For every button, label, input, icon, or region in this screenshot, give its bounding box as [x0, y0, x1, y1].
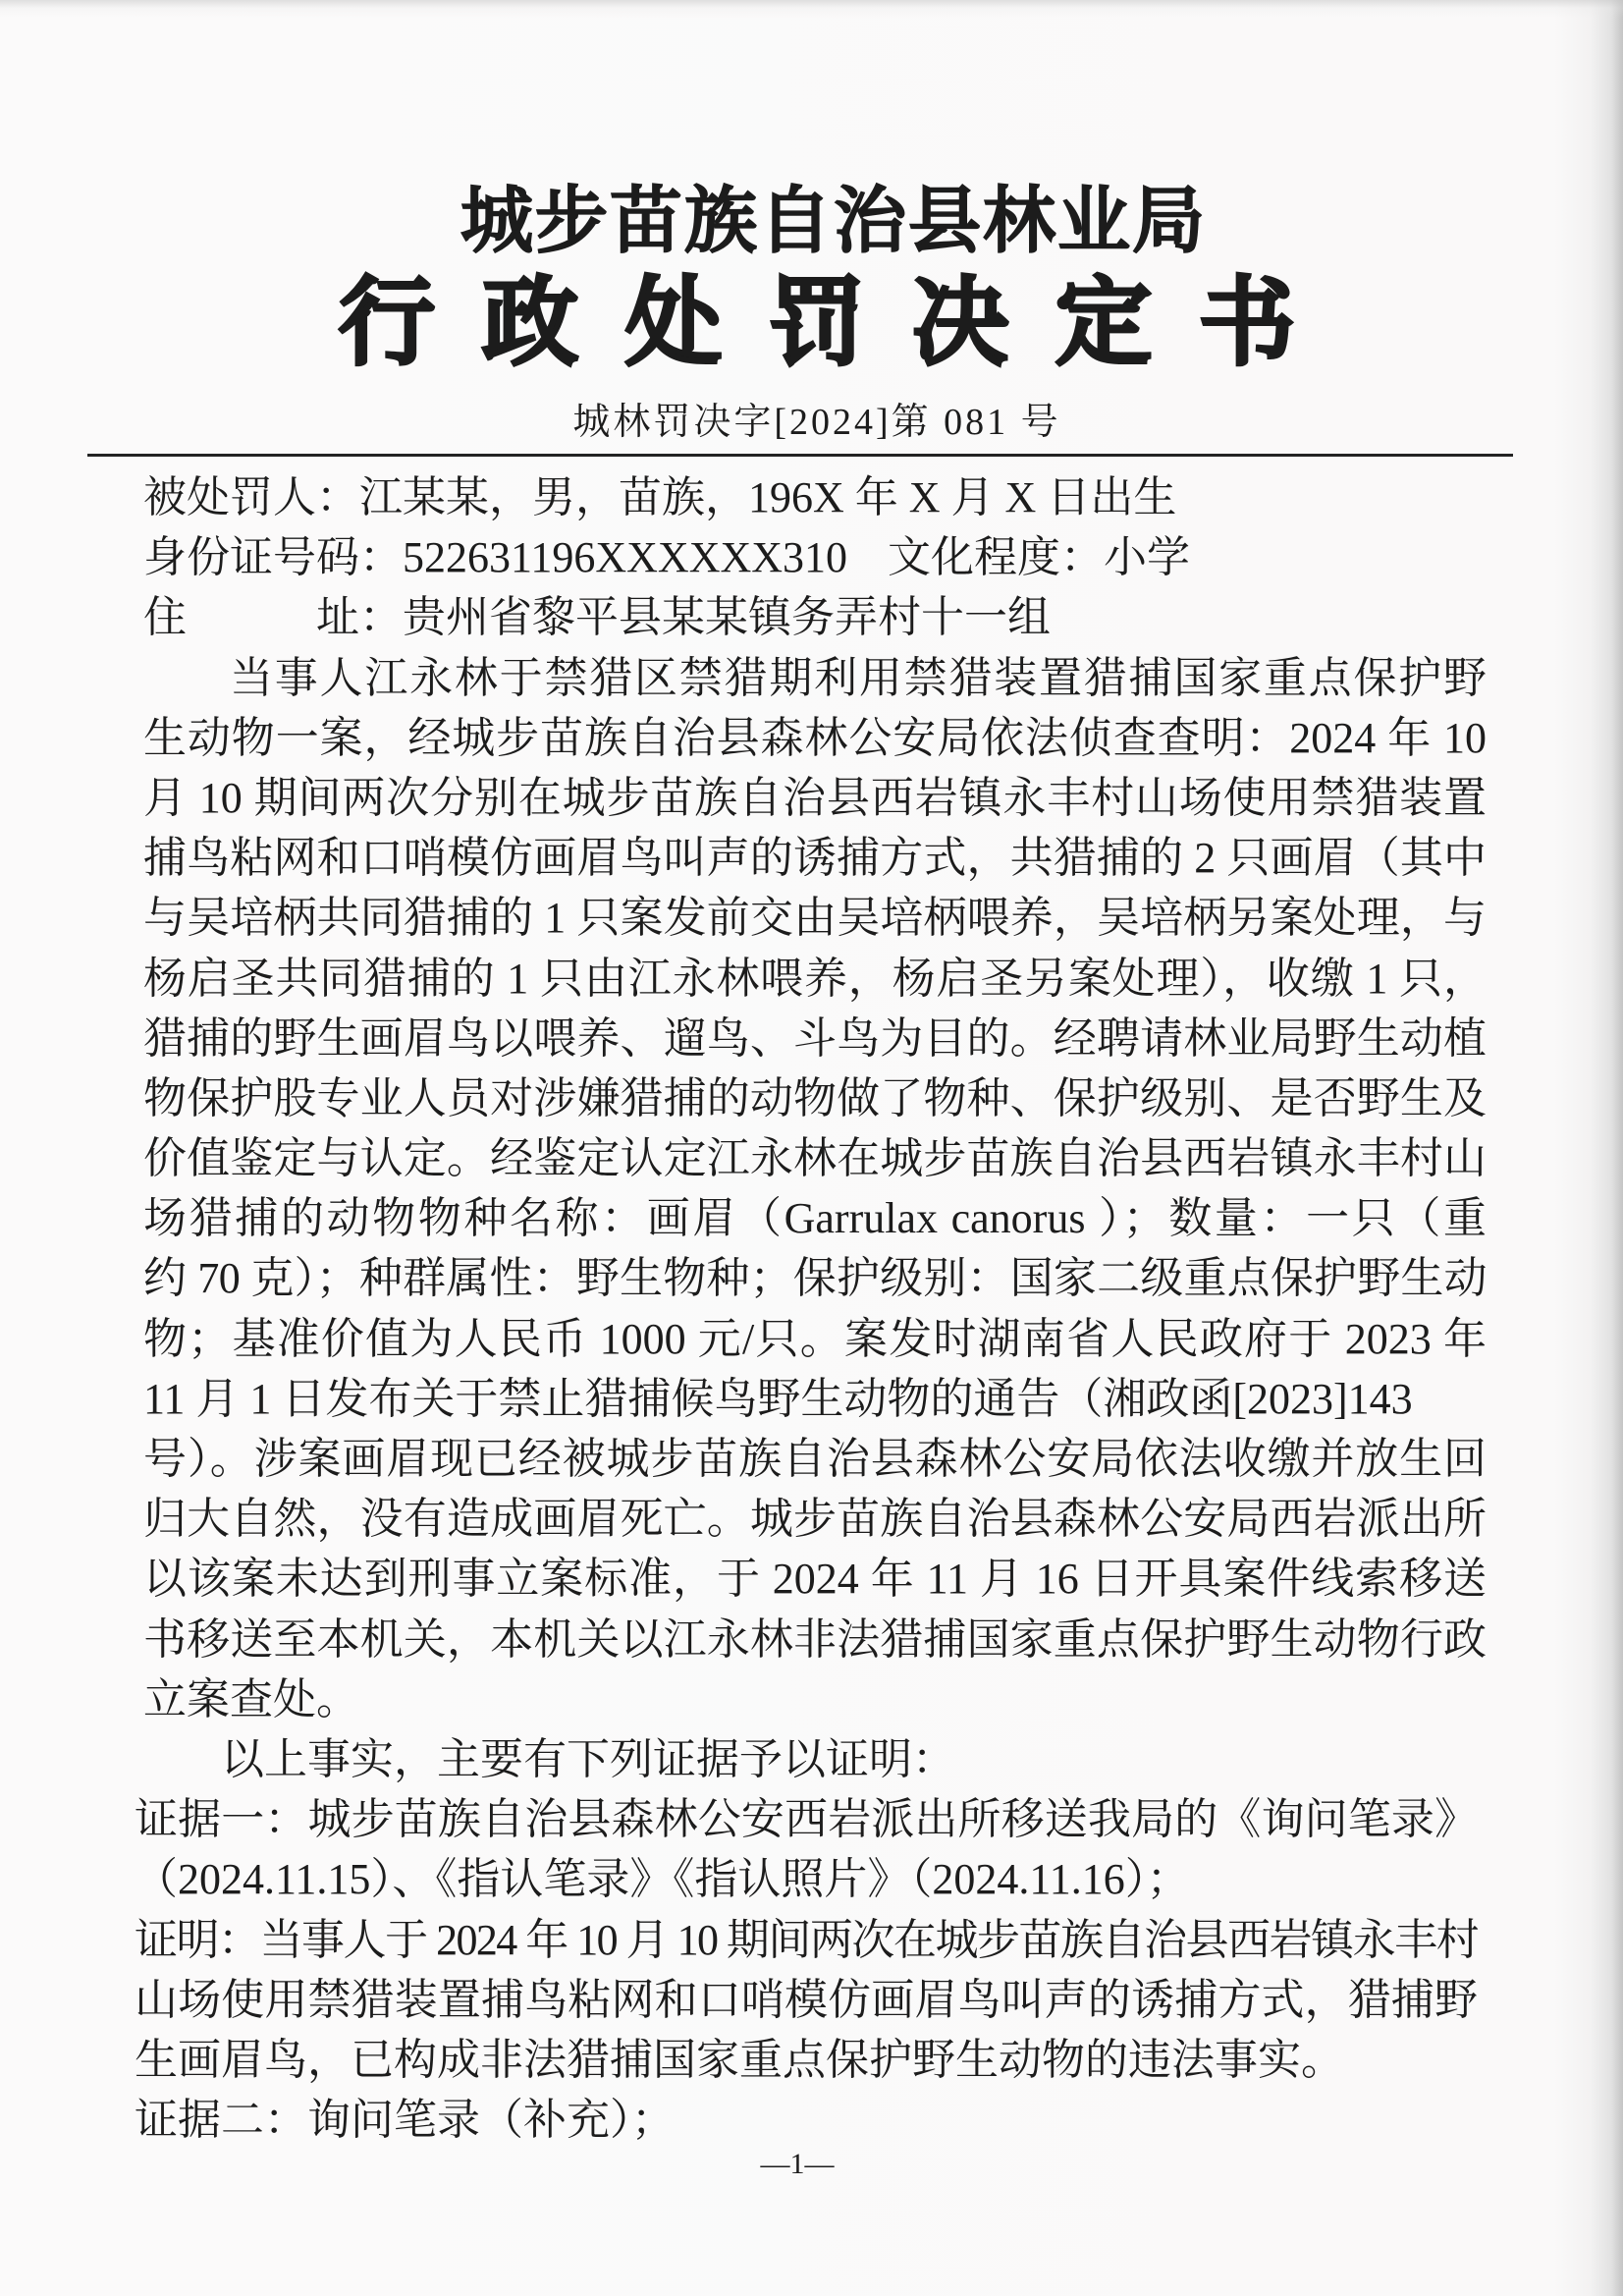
evidence-section	[135, 1729, 1487, 2150]
facts-line: 约 70 克）；种群属性：野生物种；保护级别：国家二级重点保护野生动	[143, 1254, 1487, 1303]
party-id-value: 522631196XXXXXX310	[403, 533, 848, 582]
party-address-value: 贵州省黎平县某某镇务弄村十一组	[403, 593, 1051, 642]
party-info	[143, 467, 1487, 648]
party-address-line	[143, 587, 1487, 647]
agency-title: 城步苗族自治县林业局	[460, 179, 1207, 263]
party-name-label: 被处罚人：	[143, 473, 359, 521]
facts-line: 猎捕的野生画眉鸟以喂养、遛鸟、斗鸟为目的。经聘请林业局野生动植	[143, 1013, 1487, 1063]
facts-line: 号）。涉案画眉现已经被城步苗族自治县森林公安局依法收缴并放生回	[143, 1435, 1487, 1483]
evidence-2-source-line: 证据二：询问笔录（补充）；	[135, 2096, 675, 2145]
document-number: 城林罚决字[2024]第 081 号	[572, 402, 1061, 443]
party-id-line	[143, 527, 1487, 587]
facts-line: 书移送至本机关，本机关以江永林非法猎捕国家重点保护野生动物行政	[143, 1614, 1487, 1664]
facts-line: 11 月 1 日发布关于禁止猎捕候鸟野生动物的通告（湘政函[2023]143	[143, 1374, 1413, 1423]
evidence-1-source-line: 证据一：城步苗族自治县森林公安西岩派出所移送我局的《询问笔录》	[135, 1795, 1478, 1844]
facts-line: 以该案未达到刑事立案标准，于 2024 年 11 月 16 日开具案件线索移送	[143, 1555, 1487, 1604]
facts-line: 生动物一案，经城步苗族自治县森林公安局依法侦查查明：2024 年 10	[143, 713, 1487, 762]
party-education-label: 文化程度：	[888, 533, 1104, 582]
facts-line: 捕鸟粘网和口哨模仿画眉鸟叫声的诱捕方式，共猎捕的 2 只画眉（其中	[143, 834, 1487, 883]
facts-line: 与吴培柄共同猎捕的 1 只案发前交由吴培柄喂养，吴培柄另案处理，与	[143, 894, 1487, 943]
facts-line: 立案查处。	[143, 1674, 359, 1723]
party-education-value: 小学	[1104, 533, 1190, 582]
header-divider	[87, 454, 1513, 457]
evidence-1-proof-line: 生画眉鸟，已构成非法猎捕国家重点保护野生动物的违法事实。	[135, 2035, 1344, 2084]
page-number: —1—	[760, 2148, 835, 2180]
document-body	[135, 467, 1487, 2150]
evidence-intro: 以上事实，主要有下列证据予以证明：	[221, 1734, 955, 1783]
party-name-value: 江某某，男，苗族，196X 年 X 月 X 日出生	[359, 473, 1177, 521]
facts-line: 杨启圣共同猎捕的 1 只由江永林喂养，杨启圣另案处理），收缴 1 只，	[143, 954, 1487, 1003]
facts-line: 价值鉴定与认定。经鉴定认定江永林在城步苗族自治县西岩镇永丰村山	[143, 1134, 1487, 1183]
evidence-1-proof-line: 证明：当事人于 2024 年 10 月 10 期间两次在城步苗族自治县西岩镇永丰村	[135, 1915, 1478, 1964]
facts-line: 物保护股专业人员对涉嫌猎捕的动物做了物种、保护级别、是否野生及	[143, 1073, 1487, 1122]
facts-line: 归大自然，没有造成画眉死亡。城步苗族自治县森林公安局西岩派出所	[143, 1495, 1487, 1544]
facts-line: 月 10 期间两次分别在城步苗族自治县西岩镇永丰村山场使用禁猎装置	[143, 773, 1487, 822]
document-type-title: 行政处罚决定书	[338, 267, 1342, 379]
facts-line: 场猎捕的动物物种名称：画眉（Garrulax canorus ）；数量：一只（重	[143, 1194, 1487, 1243]
evidence-1-source-line: （2024.11.15）、《指认笔录》《指认照片》（2024.11.16）；	[135, 1855, 1190, 1904]
party-name-line	[143, 467, 1487, 527]
party-address-label: 住 址：	[143, 593, 403, 642]
evidence-1-proof-line: 山场使用禁猎装置捕鸟粘网和口哨模仿画眉鸟叫声的诱捕方式，猎捕野	[135, 1975, 1478, 2024]
party-id-label: 身份证号码：	[143, 533, 403, 582]
facts-paragraph	[143, 648, 1487, 1729]
facts-line: 物；基准价值为人民币 1000 元/只。案发时湖南省人民政府于 2023 年	[143, 1314, 1487, 1363]
party-id-group	[143, 527, 888, 587]
facts-line: 当事人江永林于禁猎区禁猎期利用禁猎装置猎捕国家重点保护野	[230, 653, 1487, 702]
